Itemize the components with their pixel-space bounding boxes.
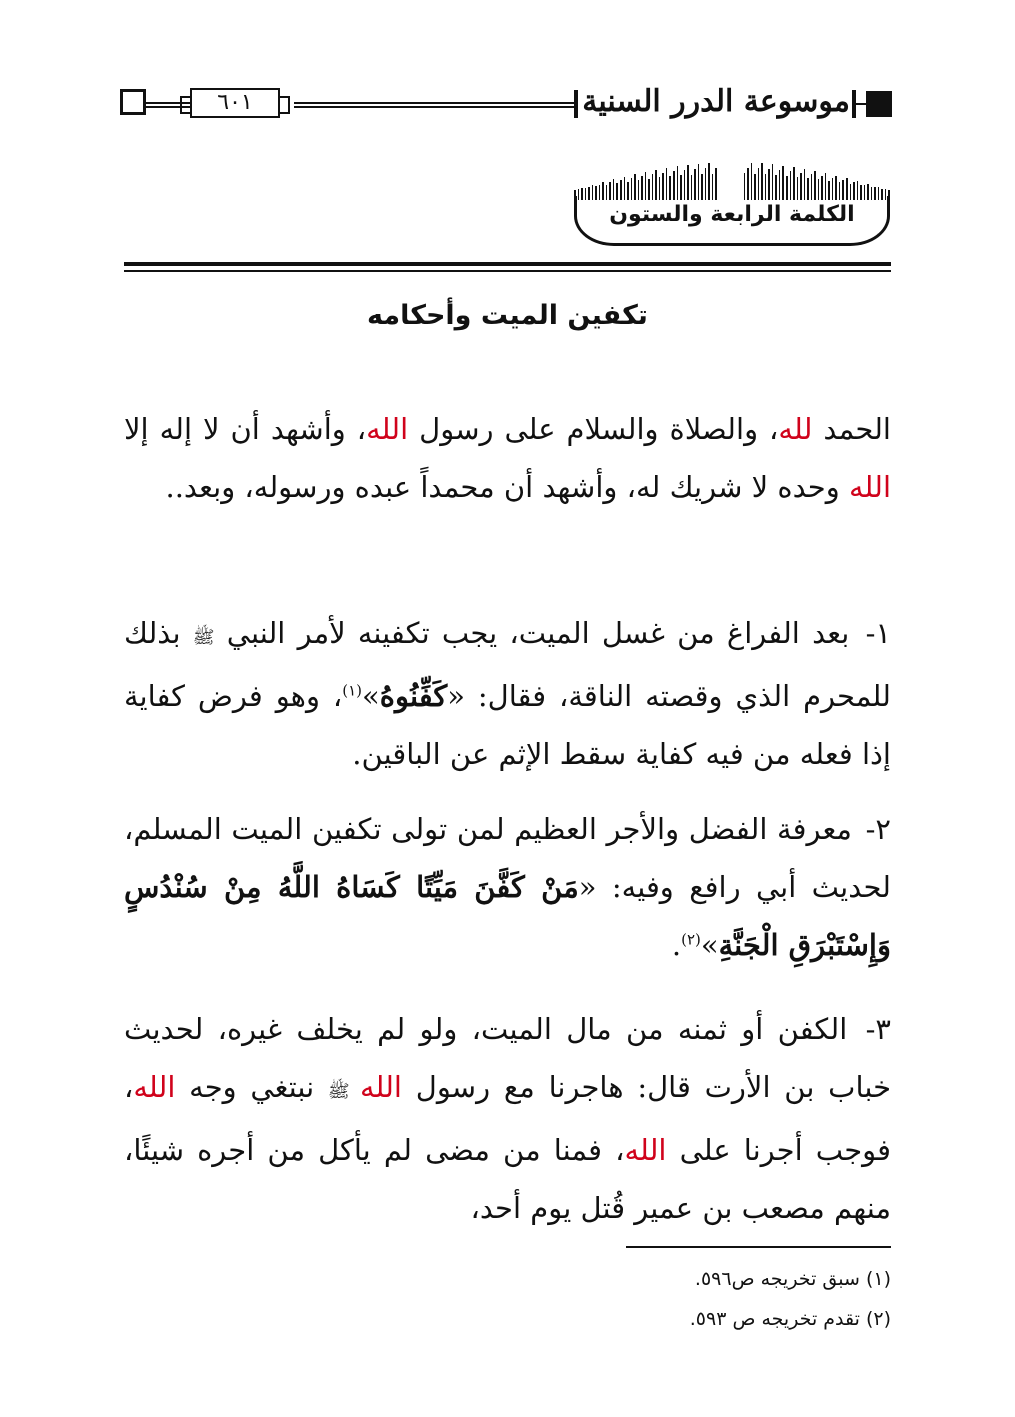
point-2 (124, 800, 891, 974)
header-line-right (856, 103, 866, 105)
intro-text-2: ، والصلاة والسلام على رسول (408, 412, 779, 446)
point-text: . (671, 928, 682, 962)
footnote-ref: (١) (342, 681, 363, 700)
header-ornament-square-outline (120, 89, 146, 115)
point-text: بعد الفراغ من غسل الميت، يجب تكفينه لأمر النبي (214, 616, 862, 650)
chapter-label: الكلمة الرابعة والستون (609, 202, 855, 227)
header-bar-end-left (574, 90, 578, 118)
salutation-glyph: ﷺ (192, 627, 215, 648)
encyclopedia-title: موسوعة الدرر السنية (582, 84, 850, 119)
header-rule-thin (124, 270, 891, 272)
intro-text-3: ، وأشهد أن لا إله إلا (124, 412, 367, 446)
banner-bar (708, 163, 710, 200)
banner-bar (687, 165, 689, 200)
point-1 (124, 604, 891, 783)
banner-bar (698, 164, 700, 200)
point-text: ، فمنا من مضى لم يأكل من أجره شيئًا، منهم مصعب بن عمير قُتل يوم أحد، (124, 1133, 891, 1225)
point-text: معرفة الفضل والأجر العظيم لمن تولى تكفين الميت المسلم، لحديث أبي رافع وفيه: « (124, 812, 891, 904)
salutation-glyph: ﷺ (327, 1081, 360, 1102)
hadith-quote: كَفِّنُوهُ (379, 679, 448, 713)
point-number: ٣- (865, 1012, 891, 1046)
page-number: ٦٠١ (190, 88, 280, 118)
banner-bar (772, 164, 774, 200)
quote-close: » (700, 928, 719, 962)
divine-name: الله (624, 1133, 667, 1167)
page-title: تكفين الميت وأحكامه (367, 300, 648, 331)
divine-name: الله (848, 470, 891, 504)
banner-bar (677, 166, 679, 200)
point-3 (124, 1000, 891, 1237)
banner-bar (751, 163, 753, 200)
point-text: بذلك للمحرم الذي وقصته الناقة، فقال: « (124, 616, 891, 713)
intro-text-4: وحده لا شريك له، وأشهد أن محمداً عبده ورسوله، وبعد.. (165, 470, 849, 504)
point-text: ، وهو فرض كفاية إذا فعله من فيه كفاية سقط الإثم عن الباقين. (124, 679, 891, 771)
divine-name: الله (359, 1070, 402, 1104)
header-line-middle (294, 102, 574, 104)
point-number: ١- (865, 616, 891, 650)
point-text: نبتغي وجه (175, 1070, 328, 1104)
point-text: الكفن أو ثمنه من مال الميت، ولو لم يخلف غيره، لحديث خباب بن الأرت قال: هاجرنا مع رسول (124, 1012, 891, 1104)
chapter-banner (574, 160, 890, 246)
footnote-2: (٢) تقدم تخريجه ص ٥٩٣. (689, 1308, 891, 1330)
banner-decoration-bars (574, 160, 890, 200)
hadith-quote: مَنْ كَفَّنَ مَيِّتًا كَسَاهُ اللَّهُ مِنْ سُنْدُسٍ وَإِسْتَبْرَقِ الْجَنَّةِ (124, 870, 891, 962)
header-rule-thick (124, 262, 891, 266)
intro-text-1: الحمد (812, 412, 891, 446)
point-number: ٢- (865, 812, 891, 846)
banner-bar (761, 163, 763, 200)
banner-bar (782, 166, 784, 200)
footnote-separator (626, 1246, 891, 1248)
divine-name: الله (133, 1070, 176, 1104)
footnote-ref: (٢) (681, 930, 701, 949)
footnote-1: (١) سبق تخريجه ص٥٩٦. (694, 1268, 891, 1290)
point-text: ، فوجب أجرنا على (124, 1070, 891, 1167)
divine-name: الله (366, 412, 409, 446)
quote-close: » (362, 679, 380, 713)
intro-paragraph (124, 400, 891, 516)
header-line-middle-2 (294, 106, 574, 108)
header-ornament-square-filled (866, 91, 892, 117)
divine-name: لله (778, 412, 813, 446)
